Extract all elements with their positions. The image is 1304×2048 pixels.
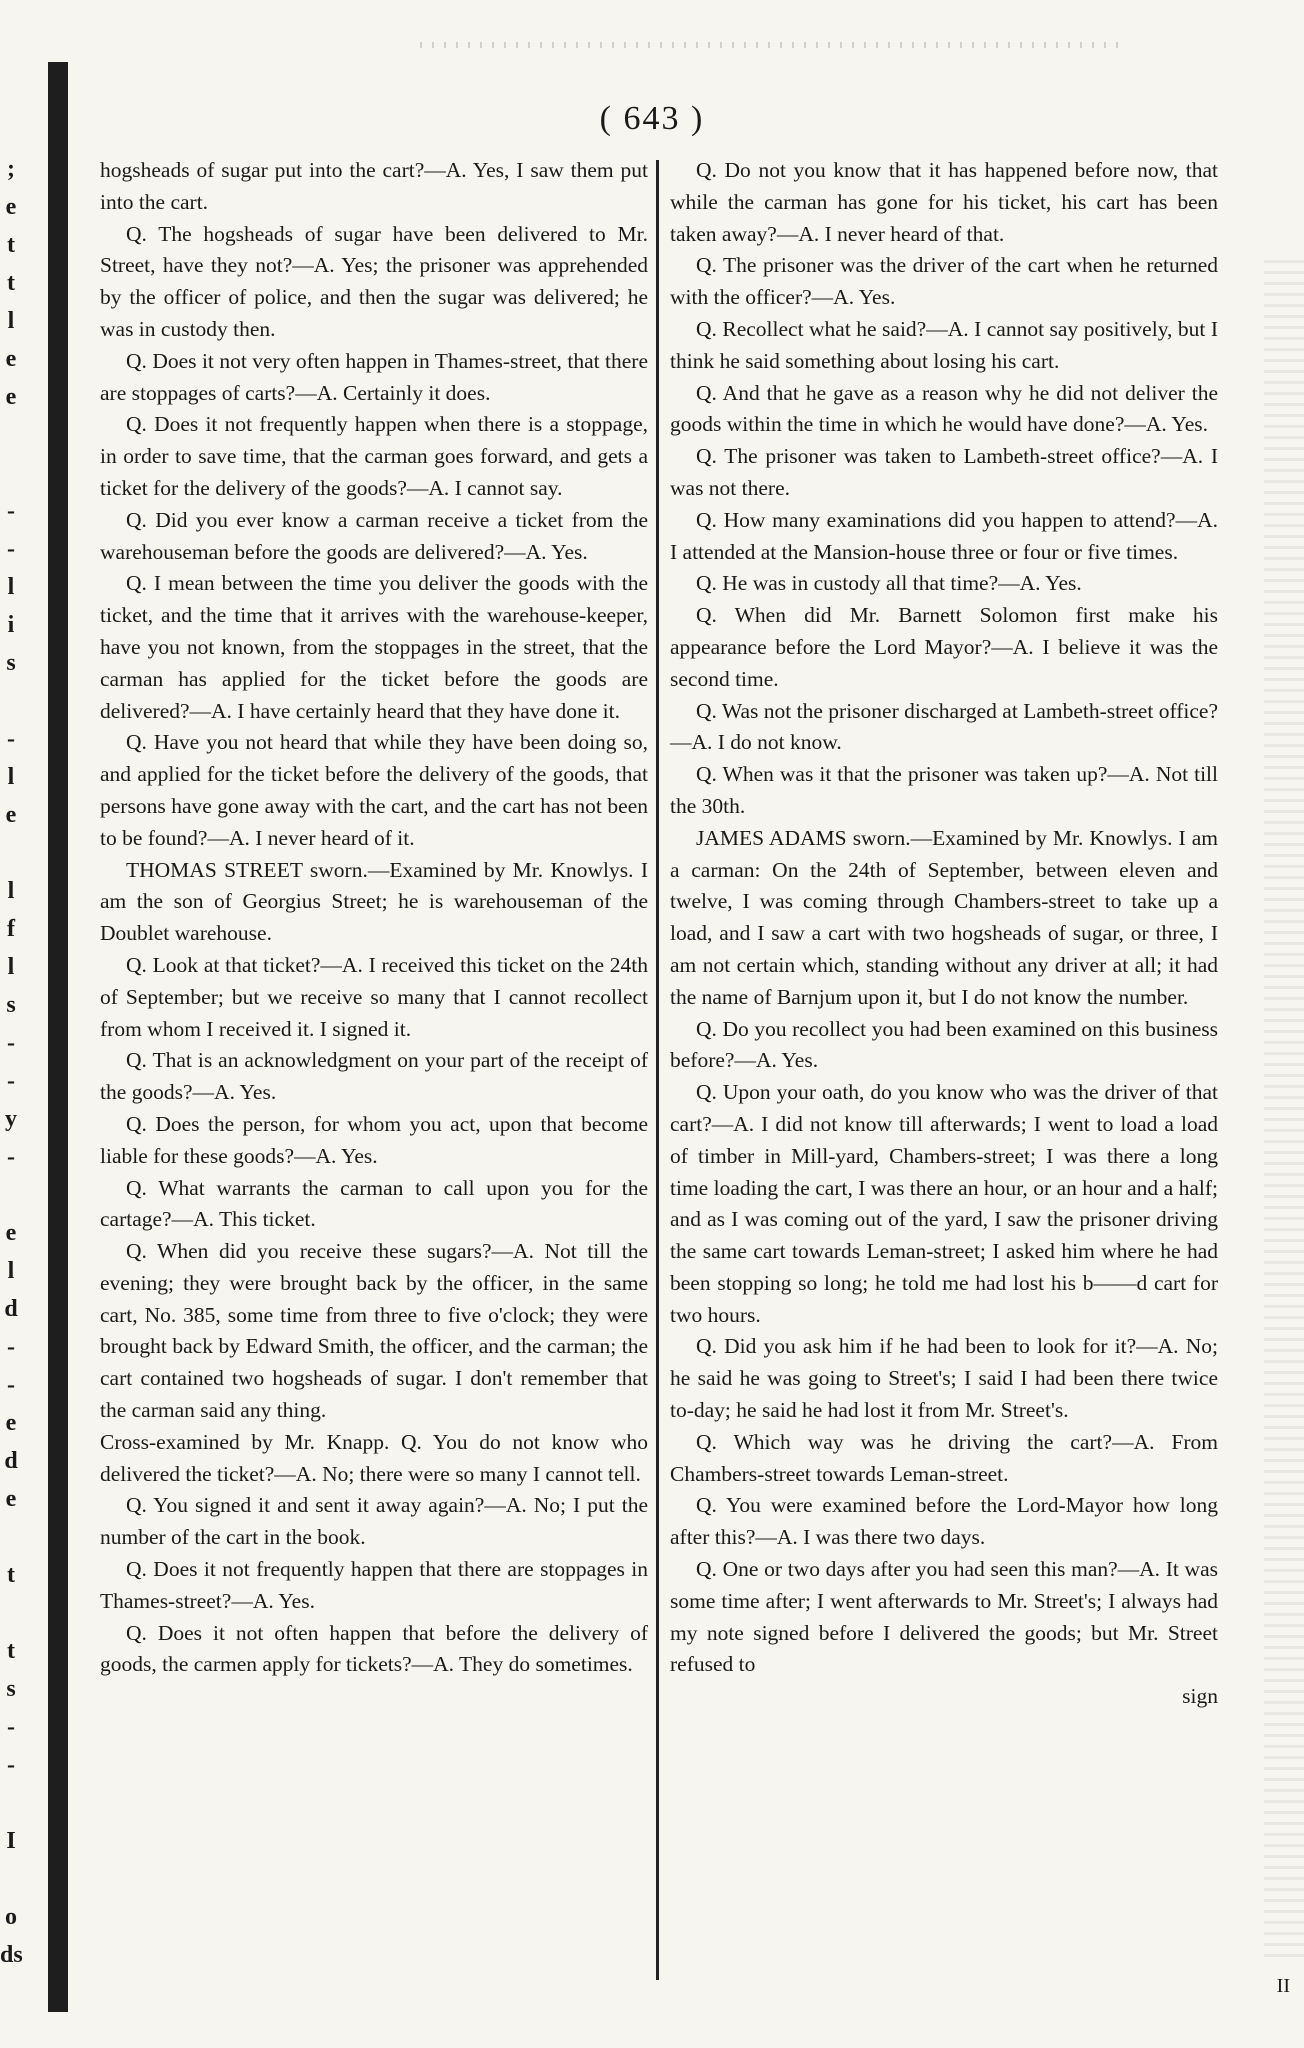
column-divider (656, 160, 659, 1980)
margin-fragment: I (6, 1828, 16, 1854)
margin-fragment: ; (7, 156, 15, 182)
margin-fragment: e (5, 1486, 17, 1512)
margin-fragment (0, 1594, 22, 1632)
margin-fragment: - (7, 498, 15, 524)
margin-fragment: d (4, 1448, 18, 1474)
margin-fragment: y (5, 1106, 17, 1132)
margin-fragment (0, 1860, 22, 1898)
margin-fragment (0, 454, 22, 492)
paragraph: Q. Look at that ticket?—A. I received this ticket on the 24th of September; but we receive so many that I cannot recollect from whom I received it. I signed it. (100, 952, 648, 1041)
paragraph: Q. Do you recollect you had been examined on this business before?—A. Yes. (670, 1016, 1218, 1073)
paragraph: Q. Which way was he driving the cart?—A. From Chambers-street towards Leman-street. (670, 1429, 1218, 1486)
margin-fragment (0, 1784, 22, 1822)
paragraph: Q. When did Mr. Barnett Solomon first make his appearance before the Lord Mayor?—A. I believe it was the second time. (670, 603, 1218, 691)
paragraph: Q. Did you ask him if he had been to look for it?—A. No; he said he was going to Street's; I said I had been there twice to-day; he said he had lost it from Mr. Street's. (670, 1334, 1218, 1423)
margin-fragment: e (5, 1410, 17, 1436)
margin-fragment: ds (0, 1942, 23, 1968)
margin-fragment: s (6, 650, 16, 676)
paragraph: Q. Was not the prisoner discharged at Lambeth-street office?—A. I do not know. (670, 698, 1218, 755)
margin-fragment: e (5, 802, 17, 828)
scan-noise (420, 42, 1120, 48)
margin-fragment: f (7, 916, 15, 942)
margin-fragment: - (7, 1714, 15, 1740)
binding-gutter (48, 62, 68, 2012)
page-number: ( 643 ) (599, 100, 705, 137)
paragraph: Q. The prisoner was taken to Lambeth-street office?—A. I was not there. (670, 444, 1218, 500)
margin-fragment: l (7, 764, 15, 790)
paragraph: hogsheads of sugar put into the cart?—A. Yes, I saw them put into the cart. (100, 158, 648, 214)
paragraph: Q. He was in custody all that time?—A. Yes. (696, 571, 1082, 596)
margin-fragment: - (7, 1372, 15, 1398)
margin-fragment: d (4, 1296, 18, 1322)
scan-edge-speckle (1264, 260, 1304, 1960)
paragraph: Q. How many examinations did you happen to attend?—A. I attended at the Mansion-house three or four or five times. (670, 507, 1218, 564)
margin-fragment: - (7, 726, 15, 752)
paragraph: Q. The hogsheads of sugar have been delivered to Mr. Street, have they not?—A. Yes; the prisoner was apprehended by the officer of police, and then the sugar was delivered; he was in custody then. (100, 221, 648, 341)
paragraph: Q. And that he gave as a reason why he did not deliver the goods within the time in which he would have done?—A. Yes. (670, 380, 1218, 437)
paragraph: Q. Does the person, for whom you act, upon that become liable for these goods?—A. Yes. (100, 1111, 648, 1168)
paragraph: Q. Recollect what he said?—A. I cannot say positively, but I think he said something about losing his cart. (670, 316, 1218, 373)
margin-fragment (0, 1518, 22, 1556)
paragraph: Q. One or two days after you had seen this man?—A. It was some time after; I went afterwards to Mr. Street's; I always had my note signed before I delivered the goods; but Mr. Street refused to (670, 1557, 1218, 1677)
paragraph: Q. You were examined before the Lord-Mayor how long after this?—A. I was there two days. (670, 1493, 1218, 1550)
margin-fragment (0, 834, 22, 872)
paragraph: Q. When was it that the prisoner was taken up?—A. Not till the 30th. (670, 762, 1218, 818)
paragraph: Q. When did you receive these sugars?—A. Not till the evening; they were brought back by the officer, in the same cart, No. 385, some time from three to five o'clock; they were brought back by Edward Smith, the officer, and the carman; the cart contained two hogsheads of sugar. I don't remember that the carman said any thing. (100, 1239, 648, 1423)
margin-fragment: - (7, 1068, 15, 1094)
right-margin-fragment: II (1276, 1975, 1290, 1997)
paragraph: Q. Does it not frequently happen when there is a stoppage, in order to save time, that the carman goes forward, and gets a ticket for the delivery of the goods?—A. I cannot say. (100, 412, 648, 500)
margin-fragment: - (7, 1144, 15, 1170)
previous-page-margin-fragments (0, 150, 22, 1974)
paragraph: Q. I mean between the time you deliver the goods with the ticket, and the time that it arrives with the warehouse-keeper, have you not known, from the stoppages in the street, that the carman has applied for the ticket before the goods are delivered?—A. I have certainly heard that they have done it. (100, 571, 648, 723)
margin-fragment: l (7, 954, 15, 980)
right-text-column (670, 155, 1218, 1713)
margin-fragment: - (7, 1752, 15, 1778)
paragraph: Q. Does it not frequently happen that there are stoppages in Thames-street?—A. Yes. (100, 1557, 648, 1613)
paragraph: Q. Upon your oath, do you know who was the driver of that cart?—A. I did not know till afterwards; I went to load a load of timber in Mill-yard, Chambers-street; I was there a long time loading the cart, I was there an hour, or an hour and a half; and as I was coming out of the yard, I saw the prisoner driving the same cart towards Leman-street; I asked him where he had been stopping so long; he told me had lost his b——d cart for two hours. (670, 1080, 1218, 1327)
paragraph: Q. Do not you know that it has happened before now, that while the carman has gone for his ticket, his cart has been taken away?—A. I never heard of that. (670, 158, 1218, 246)
paragraph: Q. The prisoner was the driver of the cart when he returned with the officer?—A. Yes. (670, 253, 1218, 310)
margin-fragment: t (7, 1638, 15, 1664)
paragraph: Q. Does it not very often happen in Thames-street, that there are stoppages of carts?—A. Certainly it does. (100, 348, 648, 405)
paragraph: THOMAS STREET sworn.—Examined by Mr. Knowlys. I am the son of Georgius Street; he is warehouseman of the Doublet warehouse. (100, 857, 648, 946)
margin-fragment (0, 682, 22, 720)
margin-fragment: o (5, 1904, 17, 1930)
margin-fragment: l (7, 308, 15, 334)
paragraph: Cross-examined by Mr. Knapp. Q. You do not know who delivered the ticket?—A. No; there were so many I cannot tell. (100, 1429, 648, 1486)
margin-fragment (0, 1176, 22, 1214)
paragraph: Q. Does it not often happen that before the delivery of goods, the carmen apply for tickets?—A. They do sometimes. (100, 1620, 648, 1677)
paragraph: Q. Have you not heard that while they have been doing so, and applied for the ticket before the delivery of the goods, that persons have gone away with the cart, and the cart has not been to be found?—A. I never heard of it. (100, 730, 648, 850)
margin-fragment: s (6, 992, 16, 1018)
margin-fragment: e (5, 194, 17, 220)
margin-fragment: - (7, 1030, 15, 1056)
paragraph: sign (1182, 1684, 1218, 1709)
margin-fragment: - (7, 536, 15, 562)
left-text-column (100, 155, 648, 1681)
margin-fragment: l (7, 574, 15, 600)
margin-fragment: t (7, 270, 15, 296)
paragraph: Q. That is an acknowledgment on your part of the receipt of the goods?—A. Yes. (100, 1048, 648, 1105)
margin-fragment: l (7, 878, 15, 904)
margin-fragment: t (7, 232, 15, 258)
margin-fragment: s (6, 1676, 16, 1702)
margin-fragment: e (5, 1220, 17, 1246)
margin-fragment (0, 416, 22, 454)
margin-fragment: - (7, 1334, 15, 1360)
paragraph: Q. What warrants the carman to call upon you for the cartage?—A. This ticket. (100, 1175, 648, 1232)
margin-fragment: e (5, 384, 17, 410)
paragraph: JAMES ADAMS sworn.—Examined by Mr. Knowlys. I am a carman: On the 24th of September, between eleven and twelve, I was coming through Chambers-street to take up a load, and I saw a cart with two hogsheads of sugar, or three, I am not certain which, standing without any driver at all; it had the name of Barnjum upon it, but I do not know the number. (670, 825, 1218, 1009)
margin-fragment: l (7, 1258, 15, 1284)
paragraph: Q. You signed it and sent it away again?—A. No; I put the number of the cart in the book. (100, 1493, 648, 1550)
paragraph: Q. Did you ever know a carman receive a ticket from the warehouseman before the goods are delivered?—A. Yes. (100, 507, 648, 564)
margin-fragment: e (5, 346, 17, 372)
margin-fragment: t (7, 1562, 15, 1588)
margin-fragment: i (7, 612, 15, 638)
